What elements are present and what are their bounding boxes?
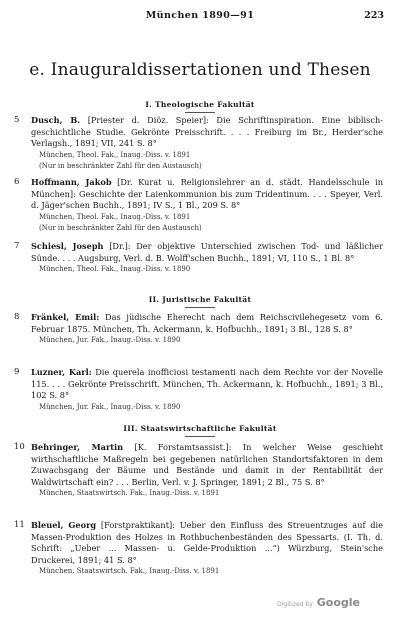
entry-number: 5 xyxy=(14,115,20,125)
entry-note: München, Theol. Fak., Inaug.-Diss. v. 1890 xyxy=(39,265,191,274)
entry-title: [Forstpraktikant]: Ueber den Einfluss des Streuentzuges auf die Massen-Produktion des Holzes in Rothbuchenbeständen des Spessarts. (I. Th. d. Schrift: „Ueber ... Massen- u. Gelde-Produktion ...“) Würzburg, Stein'sche Druckerei, 1891; 41 S. 8° xyxy=(31,520,383,565)
entry-body xyxy=(31,367,383,413)
entry-number: 10 xyxy=(14,442,25,452)
watermark-prefix: Digitized by xyxy=(277,601,313,608)
entry-body xyxy=(31,241,383,276)
entry-title: Das jüdische Eherecht nach dem Reichscivilehegesetz vom 6. Februar 1875. München, Th. Ackermann, k. Hofbuchh., 1891; 3 Bl., 128 S. 8° xyxy=(31,312,383,334)
entry-number: 8 xyxy=(14,312,20,322)
entry-title: Die querela inofficiosi testamenti nach dem Rechte vor der Novelle 115. . . . Gekrönte Preisschrift. München, Th. Ackermann, k. Hofbuchh., 1891; 3 Bl., 102 S. 8° xyxy=(31,367,383,401)
entry-note: München, Theol. Fak., Inaug.-Diss. v. 1891 xyxy=(39,212,191,221)
section-rule xyxy=(185,112,215,113)
digitization-watermark xyxy=(277,596,360,609)
entry-author: Fränkel, Emil: xyxy=(31,312,100,322)
entry-title: [Dr. Kurat u. Religionslehrer an d. städt. Handelsschule in München]: Geschichte der Laienkommunion bis zum Tridentinum. . . . Speyer, Verl. d. Jäger'schen Buchh., 1891; IV S., 1 Bl., 209 S. 8° xyxy=(31,177,383,211)
entry-title: [K. Forstamtsassist.]: In welcher Weise geschieht wirthschaftliche Maßregeln bei gegebenen natürlichen Standortsfaktoren in dem Zuwachsgang der Bäume und Bestände und damit in der Rentabilität der Waldwirtschaft ein? . . . Berlin, Verl. v. J. Springer, 1891; 2 Bl., 75 S. 8° xyxy=(31,442,383,487)
running-head xyxy=(0,10,400,26)
entry-note: (Nur in beschränkter Zahl für den Austausch) xyxy=(39,224,202,233)
section-title-economics: III. Staatswirtschaftliche Fakultät xyxy=(123,424,277,433)
entry-note: München, Staatswirtsch. Fak., Inaug.-Diss. v. 1891 xyxy=(39,489,220,498)
entry-body xyxy=(31,442,383,500)
entry-author: Hoffmann, Jakob xyxy=(31,177,112,187)
entry-number: 6 xyxy=(14,177,20,187)
running-head-title: München 1890—91 xyxy=(145,10,255,21)
entry-number: 9 xyxy=(14,367,20,377)
entry-body xyxy=(31,177,383,235)
entry-number: 11 xyxy=(14,520,25,530)
entry-title: [Dr.]: Der objektive Unterschied zwischen Tod- und läßlicher Sünde. . . . Augsburg, Verl. d. B. Wolff'schen Buchh., 1891; VI, 110 S., 1 Bl. 8° xyxy=(31,241,384,263)
entry-note: (Nur in beschränkter Zahl für den Austausch) xyxy=(39,162,202,171)
section-rule xyxy=(185,436,215,437)
entry-author: Luzner, Karl: xyxy=(31,367,92,377)
entry-number: 7 xyxy=(14,241,20,251)
section-title-theology: I. Theologische Fakultät xyxy=(145,100,255,109)
entry-title: [Priester d. Diöz. Speier]: Die Schriftinspiration. Eine biblisch-geschichtliche Studie. Gekrönte Preisschrift. . . . Freiburg im Br., Herder'sche Verlagsh., 1891; VII, 241 S. 8° xyxy=(31,115,383,149)
chapter-heading: e. Inauguraldissertationen und Thesen xyxy=(29,60,371,80)
section-title-law: II. Juristische Fakultät xyxy=(148,295,252,304)
entry-author: Behringer, Martin xyxy=(31,442,124,452)
section-rule xyxy=(185,307,215,308)
entry-note: München, Jur. Fak., Inaug.-Diss. v. 1890 xyxy=(39,336,181,345)
page-number: 223 xyxy=(364,10,384,21)
entry-note: München, Theol. Fak., Inaug.-Diss. v. 1891 xyxy=(39,150,191,159)
entry-author: Bleuel, Georg xyxy=(31,520,97,530)
entry-body xyxy=(31,312,383,347)
entry-body xyxy=(31,115,383,173)
entry-body xyxy=(31,520,383,578)
entry-note: München, Jur. Fak., Inaug.-Diss. v. 1890 xyxy=(39,402,181,411)
entry-author: Schiesl, Joseph xyxy=(31,241,104,251)
entry-note: München, Staatswirtsch. Fak., Inaug.-Diss. v. 1891 xyxy=(39,567,220,576)
google-logo-icon: Google xyxy=(316,596,360,609)
entry-author: Dusch, B. xyxy=(31,115,81,125)
